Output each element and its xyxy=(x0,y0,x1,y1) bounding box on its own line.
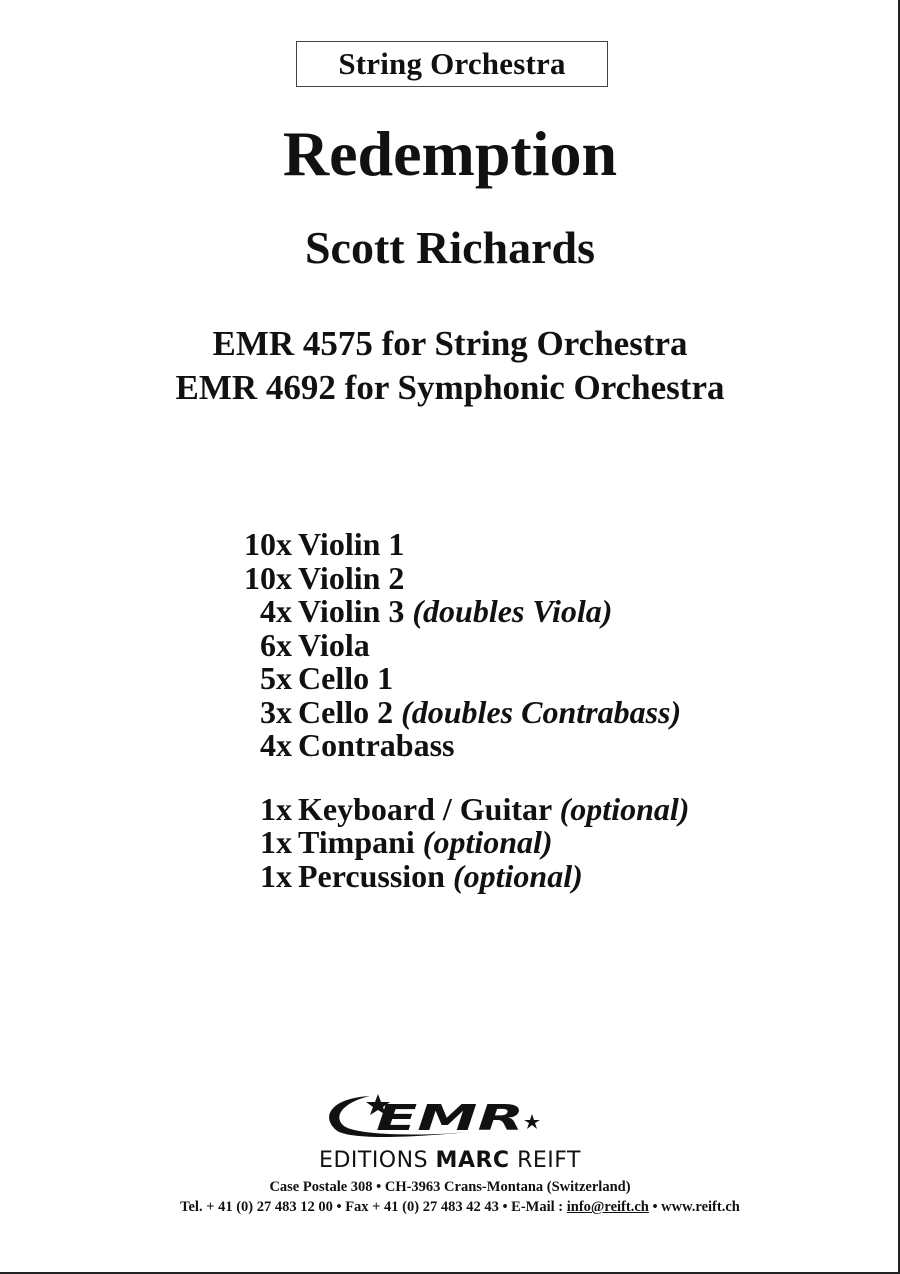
instrumentation-list xyxy=(232,528,689,893)
instrument-row: 4x Violin 3 (doubles Viola) xyxy=(260,593,613,629)
composer-name: Scott Richards xyxy=(304,222,596,273)
score-title: Redemption xyxy=(282,118,618,189)
optional-instrument-row: 1x Keyboard / Guitar (optional) xyxy=(260,790,690,827)
publisher-name: EDITIONS MARC REIFT xyxy=(319,1148,581,1173)
instrument-row: 3x Cello 2 (doubles Contrabass) xyxy=(260,693,682,730)
instrument-row: 4x Contrabass xyxy=(260,727,455,763)
instrument-row: 6x Viola xyxy=(260,626,370,663)
optional-instrument-row: 1x Percussion (optional) xyxy=(260,857,583,894)
edition-symphonic: EMR 4692 for Symphonic Orchestra xyxy=(175,368,725,407)
instrument-row: 10x Violin 1 xyxy=(244,526,405,562)
optional-instrument-row: 1x Timpani (optional) xyxy=(260,824,553,860)
emr-logo-text: EMR xyxy=(376,1098,524,1139)
publisher-contact: Tel. + 41 (0) 27 483 12 00 • Fax + 41 (0) 27 483 42 43 • E-Mail : info@reift.ch • www.reift.ch xyxy=(180,1199,740,1215)
edition-list xyxy=(0,322,900,410)
instrument-row: 5x Cello 1 xyxy=(260,660,394,696)
list-gap xyxy=(232,763,689,793)
publisher-address: Case Postale 308 • CH-3963 Crans-Montana (Switzerland) xyxy=(269,1179,631,1195)
email-link[interactable]: info@reift.ch xyxy=(566,1199,649,1215)
category-label: String Orchestra xyxy=(296,41,608,87)
emr-logo xyxy=(318,1090,554,1142)
edition-string: EMR 4575 for String Orchestra xyxy=(212,324,688,363)
instrument-row: 10x Violin 2 xyxy=(244,559,405,596)
